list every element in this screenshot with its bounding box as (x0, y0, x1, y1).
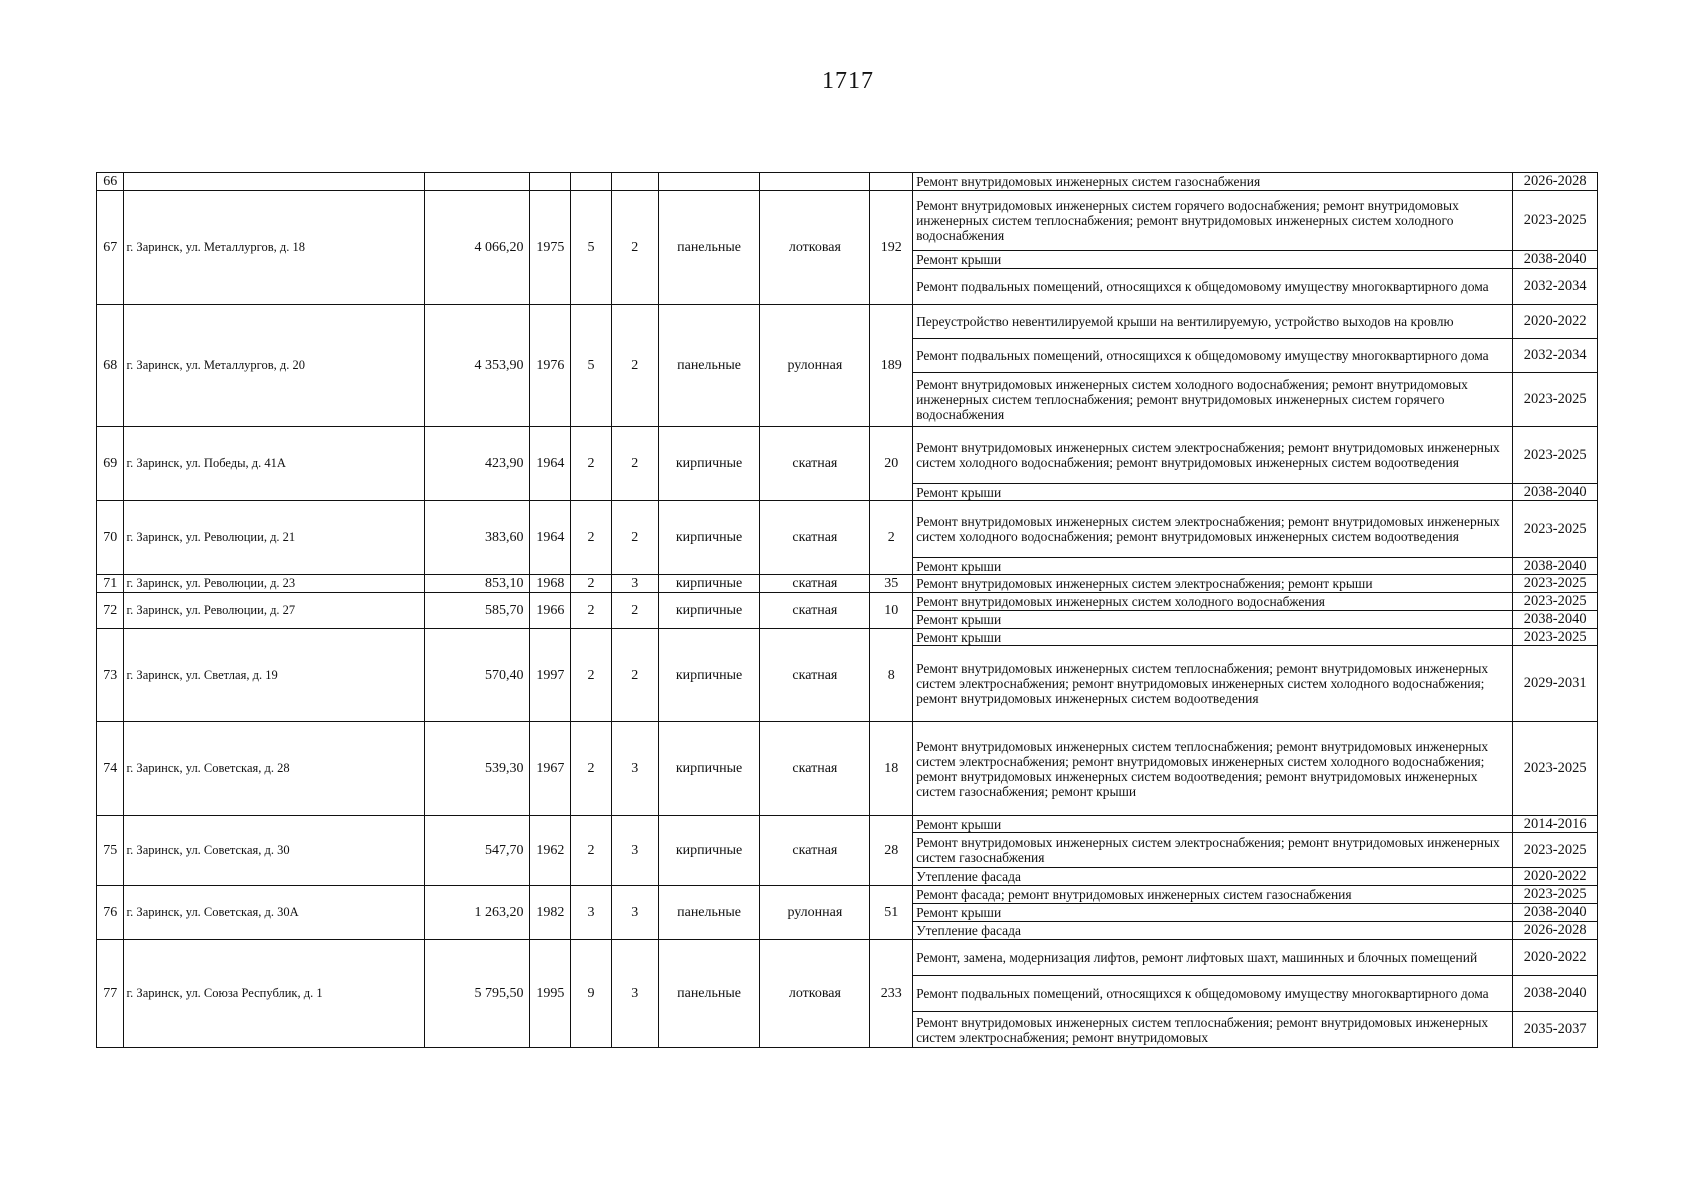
building-year-cell: 1964 (530, 427, 571, 501)
building-walls-cell: панельные (658, 191, 760, 305)
building-area-cell: 570,40 (424, 629, 530, 722)
building-area-cell: 853,10 (424, 575, 530, 593)
work-description-cell: Ремонт внутридомовых инженерных систем электроснабжения; ремонт внутридомовых инженерных систем холодного водоснабжения; ремонт внутридомовых инженерных систем водоотведения (913, 501, 1513, 558)
building-address-cell: г. Заринск, ул. Металлургов, д. 20 (124, 305, 424, 427)
table-row (97, 629, 1598, 646)
building-apartments-cell: 28 (870, 816, 913, 886)
building-entrances-cell: 2 (611, 593, 658, 629)
work-period-cell: 2038-2040 (1513, 904, 1598, 922)
building-walls-cell: кирпичные (658, 629, 760, 722)
work-description-cell: Утепление фасада (913, 868, 1513, 886)
building-number-cell: 69 (97, 427, 124, 501)
building-number-cell: 75 (97, 816, 124, 886)
building-floors-cell: 2 (571, 722, 612, 816)
work-description-cell: Ремонт внутридомовых инженерных систем теплоснабжения; ремонт внутридомовых инженерных систем электроснабжения; ремонт внутридомовых (913, 1012, 1513, 1048)
building-year-cell: 1997 (530, 629, 571, 722)
work-period-cell: 2026-2028 (1513, 173, 1598, 191)
work-description-cell: Ремонт, замена, модернизация лифтов, ремонт лифтовых шахт, машинных и блочных помещений (913, 940, 1513, 976)
work-description-cell: Ремонт крыши (913, 816, 1513, 833)
building-apartments-cell (870, 173, 913, 191)
building-number-cell: 77 (97, 940, 124, 1048)
building-floors-cell: 2 (571, 629, 612, 722)
building-year-cell: 1976 (530, 305, 571, 427)
table-row (97, 575, 1598, 593)
building-apartments-cell: 18 (870, 722, 913, 816)
building-floors-cell: 2 (571, 427, 612, 501)
building-year-cell (530, 173, 571, 191)
building-apartments-cell: 10 (870, 593, 913, 629)
work-description-cell: Ремонт внутридомовых инженерных систем электроснабжения; ремонт крыши (913, 575, 1513, 593)
work-period-cell: 2023-2025 (1513, 593, 1598, 611)
building-year-cell: 1966 (530, 593, 571, 629)
building-floors-cell: 5 (571, 305, 612, 427)
work-period-cell: 2038-2040 (1513, 976, 1598, 1012)
building-address-cell: г. Заринск, ул. Революции, д. 21 (124, 501, 424, 575)
building-year-cell: 1962 (530, 816, 571, 886)
work-description-cell: Ремонт внутридомовых инженерных систем холодного водоснабжения (913, 593, 1513, 611)
building-entrances-cell: 3 (611, 886, 658, 940)
work-description-cell: Ремонт внутридомовых инженерных систем электроснабжения; ремонт внутридомовых инженерных систем холодного водоснабжения; ремонт внутридомовых инженерных систем водоотведения (913, 427, 1513, 484)
building-floors-cell: 5 (571, 191, 612, 305)
work-description-cell: Ремонт внутридомовых инженерных систем холодного водоснабжения; ремонт внутридомовых инженерных систем теплоснабжения; ремонт внутридомовых инженерных систем горячего водоснабжения (913, 373, 1513, 427)
table-row (97, 427, 1598, 484)
building-entrances-cell: 2 (611, 305, 658, 427)
building-address-cell (124, 173, 424, 191)
work-period-cell: 2023-2025 (1513, 373, 1598, 427)
work-period-cell: 2020-2022 (1513, 868, 1598, 886)
building-number-cell: 67 (97, 191, 124, 305)
building-roof-cell (760, 173, 870, 191)
building-apartments-cell: 20 (870, 427, 913, 501)
work-period-cell: 2023-2025 (1513, 629, 1598, 646)
building-area-cell: 423,90 (424, 427, 530, 501)
building-year-cell: 1964 (530, 501, 571, 575)
work-period-cell: 2032-2034 (1513, 339, 1598, 373)
work-description-cell: Ремонт крыши (913, 558, 1513, 575)
building-area-cell: 4 353,90 (424, 305, 530, 427)
work-period-cell: 2035-2037 (1513, 1012, 1598, 1048)
building-address-cell: г. Заринск, ул. Революции, д. 27 (124, 593, 424, 629)
building-floors-cell: 2 (571, 575, 612, 593)
building-roof-cell: скатная (760, 722, 870, 816)
building-address-cell: г. Заринск, ул. Союза Республик, д. 1 (124, 940, 424, 1048)
building-address-cell: г. Заринск, ул. Советская, д. 28 (124, 722, 424, 816)
building-year-cell: 1995 (530, 940, 571, 1048)
building-roof-cell: скатная (760, 575, 870, 593)
building-address-cell: г. Заринск, ул. Советская, д. 30 (124, 816, 424, 886)
table-row (97, 722, 1598, 816)
building-apartments-cell: 189 (870, 305, 913, 427)
building-apartments-cell: 2 (870, 501, 913, 575)
building-year-cell: 1967 (530, 722, 571, 816)
building-year-cell: 1975 (530, 191, 571, 305)
work-period-cell: 2038-2040 (1513, 251, 1598, 269)
building-floors-cell: 2 (571, 816, 612, 886)
work-description-cell: Утепление фасада (913, 922, 1513, 940)
work-period-cell: 2038-2040 (1513, 484, 1598, 501)
building-address-cell: г. Заринск, ул. Победы, д. 41А (124, 427, 424, 501)
building-entrances-cell: 2 (611, 501, 658, 575)
building-apartments-cell: 233 (870, 940, 913, 1048)
building-floors-cell: 3 (571, 886, 612, 940)
work-period-cell: 2038-2040 (1513, 558, 1598, 575)
building-roof-cell: лотковая (760, 940, 870, 1048)
building-entrances-cell: 3 (611, 816, 658, 886)
building-year-cell: 1982 (530, 886, 571, 940)
work-description-cell: Ремонт подвальных помещений, относящихся к общедомовому имуществу многоквартирного дома (913, 339, 1513, 373)
work-period-cell: 2032-2034 (1513, 269, 1598, 305)
work-period-cell: 2020-2022 (1513, 305, 1598, 339)
work-description-cell: Ремонт крыши (913, 484, 1513, 501)
work-description-cell: Переустройство невентилируемой крыши на вентилируемую, устройство выходов на кровлю (913, 305, 1513, 339)
building-address-cell: г. Заринск, ул. Металлургов, д. 18 (124, 191, 424, 305)
building-walls-cell: панельные (658, 886, 760, 940)
building-number-cell: 68 (97, 305, 124, 427)
building-entrances-cell: 3 (611, 722, 658, 816)
building-number-cell: 66 (97, 173, 124, 191)
building-apartments-cell: 51 (870, 886, 913, 940)
work-description-cell: Ремонт крыши (913, 629, 1513, 646)
building-apartments-cell: 192 (870, 191, 913, 305)
building-apartments-cell: 35 (870, 575, 913, 593)
work-description-cell: Ремонт крыши (913, 611, 1513, 629)
registry-table (96, 172, 1598, 1048)
work-period-cell: 2014-2016 (1513, 816, 1598, 833)
table-row (97, 173, 1598, 191)
work-period-cell: 2023-2025 (1513, 833, 1598, 868)
table-row (97, 501, 1598, 558)
work-description-cell: Ремонт подвальных помещений, относящихся к общедомовому имуществу многоквартирного дома (913, 976, 1513, 1012)
building-number-cell: 71 (97, 575, 124, 593)
work-period-cell: 2026-2028 (1513, 922, 1598, 940)
building-area-cell: 547,70 (424, 816, 530, 886)
work-period-cell: 2023-2025 (1513, 501, 1598, 558)
building-apartments-cell: 8 (870, 629, 913, 722)
building-walls-cell: кирпичные (658, 427, 760, 501)
building-walls-cell (658, 173, 760, 191)
building-area-cell: 1 263,20 (424, 886, 530, 940)
table-row (97, 593, 1598, 611)
work-description-cell: Ремонт фасада; ремонт внутридомовых инженерных систем газоснабжения (913, 886, 1513, 904)
building-walls-cell: панельные (658, 305, 760, 427)
work-period-cell: 2023-2025 (1513, 886, 1598, 904)
work-description-cell: Ремонт внутридомовых инженерных систем теплоснабжения; ремонт внутридомовых инженерных систем электроснабжения; ремонт внутридомовых инженерных систем холодного водоснабжения; ремонт внутридомовых инженерных систем водоотведения; ремонт внутридомовых инженерных систем газоснабжения; ремонт крыши (913, 722, 1513, 816)
table-row (97, 191, 1598, 251)
building-entrances-cell: 3 (611, 575, 658, 593)
table-row (97, 816, 1598, 833)
building-roof-cell: скатная (760, 501, 870, 575)
building-number-cell: 72 (97, 593, 124, 629)
registry-body (97, 173, 1598, 1048)
building-entrances-cell (611, 173, 658, 191)
building-area-cell: 4 066,20 (424, 191, 530, 305)
building-roof-cell: скатная (760, 629, 870, 722)
work-description-cell: Ремонт внутридомовых инженерных систем электроснабжения; ремонт внутридомовых инженерных систем газоснабжения (913, 833, 1513, 868)
work-description-cell: Ремонт внутридомовых инженерных систем горячего водоснабжения; ремонт внутридомовых инженерных систем теплоснабжения; ремонт внутридомовых инженерных систем холодного водоснабжения (913, 191, 1513, 251)
building-area-cell: 585,70 (424, 593, 530, 629)
building-roof-cell: скатная (760, 593, 870, 629)
building-entrances-cell: 2 (611, 191, 658, 305)
work-description-cell: Ремонт крыши (913, 904, 1513, 922)
work-description-cell: Ремонт крыши (913, 251, 1513, 269)
building-roof-cell: скатная (760, 427, 870, 501)
work-period-cell: 2023-2025 (1513, 427, 1598, 484)
building-roof-cell: лотковая (760, 191, 870, 305)
building-walls-cell: кирпичные (658, 722, 760, 816)
building-floors-cell (571, 173, 612, 191)
building-area-cell: 5 795,50 (424, 940, 530, 1048)
building-walls-cell: кирпичные (658, 501, 760, 575)
building-year-cell: 1968 (530, 575, 571, 593)
building-walls-cell: кирпичные (658, 816, 760, 886)
building-floors-cell: 2 (571, 593, 612, 629)
work-period-cell: 2023-2025 (1513, 191, 1598, 251)
work-period-cell: 2023-2025 (1513, 722, 1598, 816)
building-area-cell (424, 173, 530, 191)
building-entrances-cell: 2 (611, 427, 658, 501)
work-description-cell: Ремонт внутридомовых инженерных систем теплоснабжения; ремонт внутридомовых инженерных систем электроснабжения; ремонт внутридомовых инженерных систем холодного водоснабжения; ремонт внутридомовых инженерных систем водоотведения (913, 646, 1513, 722)
work-period-cell: 2038-2040 (1513, 611, 1598, 629)
building-area-cell: 539,30 (424, 722, 530, 816)
building-area-cell: 383,60 (424, 501, 530, 575)
building-address-cell: г. Заринск, ул. Революции, д. 23 (124, 575, 424, 593)
building-roof-cell: скатная (760, 816, 870, 886)
building-entrances-cell: 3 (611, 940, 658, 1048)
building-walls-cell: панельные (658, 940, 760, 1048)
work-period-cell: 2020-2022 (1513, 940, 1598, 976)
building-roof-cell: рулонная (760, 886, 870, 940)
building-walls-cell: кирпичные (658, 575, 760, 593)
building-entrances-cell: 2 (611, 629, 658, 722)
work-description-cell: Ремонт внутридомовых инженерных систем газоснабжения (913, 173, 1513, 191)
building-number-cell: 76 (97, 886, 124, 940)
building-number-cell: 73 (97, 629, 124, 722)
table-row (97, 305, 1598, 339)
table-row (97, 940, 1598, 976)
building-address-cell: г. Заринск, ул. Светлая, д. 19 (124, 629, 424, 722)
page-number: 1717 (822, 68, 874, 94)
building-number-cell: 70 (97, 501, 124, 575)
table-row (97, 886, 1598, 904)
building-number-cell: 74 (97, 722, 124, 816)
work-description-cell: Ремонт подвальных помещений, относящихся к общедомовому имуществу многоквартирного дома (913, 269, 1513, 305)
building-address-cell: г. Заринск, ул. Советская, д. 30А (124, 886, 424, 940)
building-walls-cell: кирпичные (658, 593, 760, 629)
work-period-cell: 2023-2025 (1513, 575, 1598, 593)
work-period-cell: 2029-2031 (1513, 646, 1598, 722)
building-floors-cell: 2 (571, 501, 612, 575)
building-floors-cell: 9 (571, 940, 612, 1048)
building-roof-cell: рулонная (760, 305, 870, 427)
